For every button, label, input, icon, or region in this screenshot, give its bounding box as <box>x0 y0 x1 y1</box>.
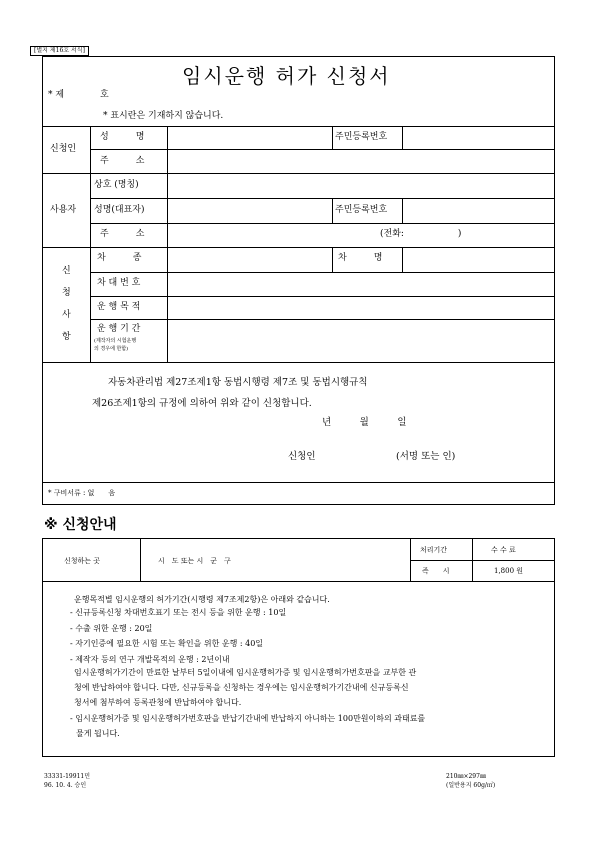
receipt-number-label: * 제 호 <box>48 90 109 100</box>
note-line-1: 운행목적별 임시운행의 허가기간(시행령 제7조제2항)은 아래와 같습니다. <box>74 595 330 604</box>
period-label: 운 행 기 간 <box>97 324 141 334</box>
page-title: 임시운행 허가 신청서 <box>182 64 391 88</box>
period-note-line-2: 의 경우에 한함) <box>94 346 129 352</box>
notice-text: * 표시란은 기재하지 않습니다. <box>103 111 224 121</box>
note-line-6: 임시운행허가기간이 만료한 날부터 5일이내에 임시운행허가증 및 임시운행허가번호판을 교부한 관 <box>74 668 417 677</box>
applicant-signature-field[interactable] <box>322 448 392 464</box>
user-phone-label: (전화: ) <box>380 229 462 239</box>
period-field[interactable] <box>170 323 553 359</box>
note-line-4: - 자기인증에 필요한 시험 또는 확인을 위한 운행 : 40일 <box>70 639 264 648</box>
purpose-label: 운 행 목 적 <box>97 302 141 312</box>
signature-or-seal: (서명 또는 인) <box>396 451 456 462</box>
processing-period-value: 즉 시 <box>422 567 450 575</box>
note-line-2: - 신규등록신청 차대번호표기 또는 전시 등을 위한 운행 : 10일 <box>70 608 287 617</box>
declaration-line-2: 제26조제1항의 규정에 의하여 위와 같이 신청합니다. <box>92 398 312 409</box>
form-number-label: [별지 제16호 서식] <box>30 46 89 56</box>
applicant-signature-label: 신청인 <box>288 451 316 462</box>
declaration-date: 년 월 일 <box>322 417 407 428</box>
note-line-7: 청에 반납하여야 합니다. 다만, 신규등록을 신청하는 경우에는 임시운행허가기간내에 신규등록신 <box>74 683 409 692</box>
where-to-apply-label: 신청하는 곳 <box>64 557 101 565</box>
applicant-id-label: 주민등록번호 <box>335 132 388 142</box>
note-line-9: - 임시운행허가증 및 임시운행허가번호판을 반납기간내에 반납하지 아니하는 100만원이하의 과태료를 <box>70 714 426 723</box>
footer-paper-type: (일반용지 60g/㎡) <box>446 782 496 789</box>
applicant-name-field[interactable] <box>170 130 330 146</box>
user-trade-name-field[interactable] <box>170 177 553 195</box>
vehicle-type-label: 차 종 <box>97 253 142 263</box>
period-note-line-1: (제작자의 시험운행 <box>94 338 137 344</box>
note-line-3: - 수출 위한 운행 : 20일 <box>70 624 153 633</box>
applicant-address-label: 주 소 <box>100 156 145 166</box>
user-id-label: 주민등록번호 <box>335 205 388 215</box>
footer-paper-size: 210㎜×297㎜ <box>446 773 486 780</box>
items-section-char-1: 신 <box>62 266 71 276</box>
note-line-5: - 제작자 등의 연구 개발목적의 운행 : 2년이내 <box>70 655 230 664</box>
items-section-char-2: 청 <box>62 288 71 298</box>
fee-label: 수 수 료 <box>491 546 516 554</box>
user-representative-label: 성명(대표자) <box>94 205 145 215</box>
vehicle-name-field[interactable] <box>405 251 553 269</box>
required-documents: * 구비서류 : 없 음 <box>48 489 116 497</box>
items-section-char-3: 사 <box>62 310 71 320</box>
purpose-field[interactable] <box>170 299 553 316</box>
user-address-field[interactable] <box>170 226 370 244</box>
footer-form-code: 33331-19911민 <box>44 773 90 780</box>
where-to-apply-value: 시 도 또는 시 군 구 <box>158 557 231 565</box>
note-line-10: 물게 됩니다. <box>76 729 120 738</box>
applicant-name-label: 성 명 <box>100 132 145 142</box>
user-id-field[interactable] <box>405 202 553 220</box>
applicant-address-field[interactable] <box>170 153 553 169</box>
note-line-8: 청서에 첨부하여 등록관청에 반납하여야 합니다. <box>74 698 242 707</box>
user-representative-field[interactable] <box>170 202 330 220</box>
user-trade-name-label: 상호 (명칭) <box>94 180 139 190</box>
fee-value: 1,800 원 <box>494 567 524 575</box>
footer-approval-date: 96. 10. 4. 승인 <box>44 782 87 789</box>
chassis-number-field[interactable] <box>170 276 553 293</box>
processing-period-label: 처리기간 <box>420 546 448 554</box>
chassis-number-label: 차 대 번 호 <box>97 278 141 288</box>
vehicle-type-field[interactable] <box>170 251 330 269</box>
user-section-label: 사용자 <box>50 205 77 215</box>
user-address-label: 주 소 <box>100 229 145 239</box>
guide-heading: ※ 신청안내 <box>44 517 117 533</box>
declaration-line-1: 자동차관리법 제27조제1항 동법시행령 제7조 및 동법시행규칙 <box>108 377 368 388</box>
applicant-id-field[interactable] <box>405 130 553 146</box>
applicant-section-label: 신청인 <box>50 144 77 154</box>
vehicle-name-label: 차 명 <box>338 253 383 263</box>
items-section-char-4: 항 <box>62 332 71 342</box>
